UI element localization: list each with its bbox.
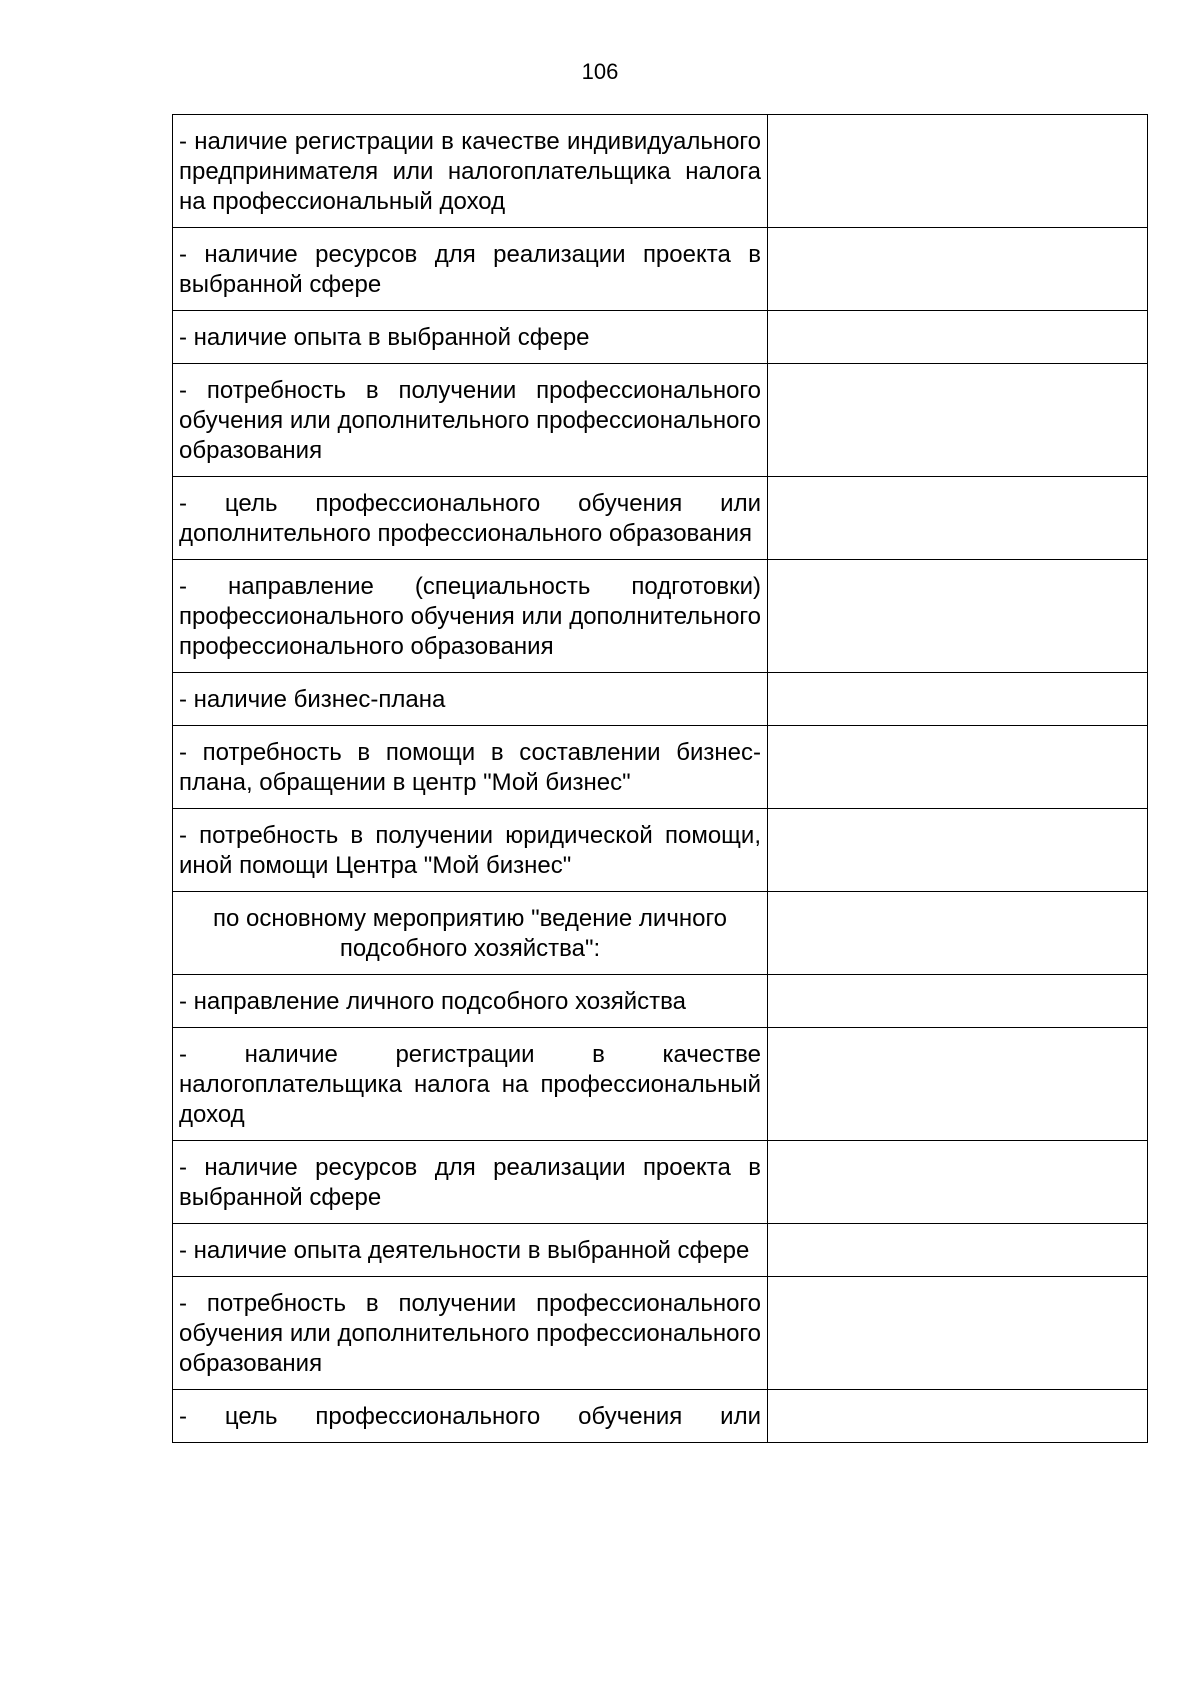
table-row [173,115,1148,228]
table-row [173,477,1148,560]
table-row [173,975,1148,1028]
page-number: 106 [581,59,619,84]
row-label: - наличие ресурсов для реализации проекта в выбранной сфере [173,228,768,311]
row-value-cell [768,560,1148,673]
table-row [173,364,1148,477]
row-label: - цель профессионального обучения или [173,1390,768,1443]
row-label: - цель профессионального обучения или дополнительного профессионального образования [173,477,768,560]
row-label: - наличие опыта деятельности в выбранной сфере [173,1224,768,1277]
row-value-cell [768,1224,1148,1277]
row-label: - потребность в получении профессионального обучения или дополнительного профессионального образования [173,364,768,477]
row-value-cell [768,726,1148,809]
row-label: - потребность в помощи в составлении бизнес-плана, обращении в центр "Мой бизнес" [173,726,768,809]
row-value-cell [768,809,1148,892]
table-row [173,673,1148,726]
table-row [173,726,1148,809]
table-row [173,311,1148,364]
table-row [173,228,1148,311]
row-value-cell [768,1277,1148,1390]
row-value-cell [768,975,1148,1028]
row-value-cell [768,1141,1148,1224]
row-label: - наличие ресурсов для реализации проекта в выбранной сфере [173,1141,768,1224]
row-value-cell [768,311,1148,364]
table-row [173,1390,1148,1443]
row-label: - наличие регистрации в качестве налогоплательщика налога на профессиональный доход [173,1028,768,1141]
table-row [173,1141,1148,1224]
row-value-cell [768,364,1148,477]
row-label: - наличие бизнес-плана [173,673,768,726]
row-value-cell [768,1028,1148,1141]
row-value-cell [768,892,1148,975]
row-label: - направление (специальность подготовки) профессионального обучения или дополнительного профессионального образования [173,560,768,673]
table-row [173,1224,1148,1277]
row-label: - наличие опыта в выбранной сфере [173,311,768,364]
row-label: - потребность в получении профессионального обучения или дополнительного профессионального образования [173,1277,768,1390]
table-row [173,560,1148,673]
row-value-cell [768,1390,1148,1443]
row-value-cell [768,228,1148,311]
row-value-cell [768,115,1148,228]
table-row [173,1028,1148,1141]
section-heading: по основному мероприятию "ведение личного подсобного хозяйства": [173,892,768,975]
row-label: - потребность в получении юридической помощи, иной помощи Центра "Мой бизнес" [173,809,768,892]
section-heading-row [173,892,1148,975]
row-label: - направление личного подсобного хозяйства [173,975,768,1028]
questionnaire-table [172,114,1148,1443]
row-value-cell [768,477,1148,560]
table-row [173,809,1148,892]
row-value-cell [768,673,1148,726]
row-label: - наличие регистрации в качестве индивидуального предпринимателя или налогоплательщика налога на профессиональный доход [173,115,768,228]
table-row [173,1277,1148,1390]
